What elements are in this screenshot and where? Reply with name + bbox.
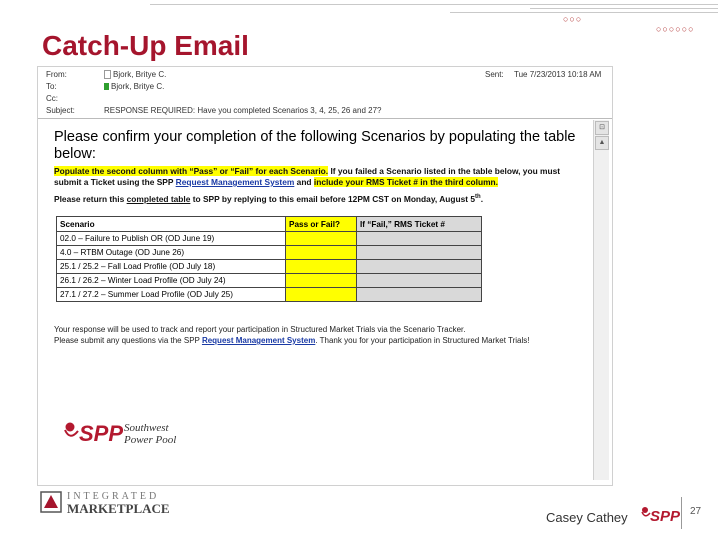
header-separator xyxy=(38,118,612,119)
email-return-instruction: Please return this completed table to SPP by replying to this email before 12PM CST on Monday, August 5th. xyxy=(54,194,484,204)
sent-label: Sent: xyxy=(485,70,504,79)
header-dots-secondary: ○○○○○○ xyxy=(656,24,695,34)
subject-value: RESPONSE REQUIRED: Have you completed Scenarios 3, 4, 25, 26 and 27? xyxy=(104,106,382,115)
to-value[interactable]: Bjork, Britye C. xyxy=(104,82,164,91)
from-label: From: xyxy=(46,70,67,79)
sent-value: Tue 7/23/2013 10:18 AM xyxy=(514,70,602,79)
spp-footer-swoosh-icon xyxy=(642,507,650,516)
header-dots: ○○○ xyxy=(563,14,583,24)
pass-fail-cell[interactable] xyxy=(286,260,357,274)
instruction-highlight-1: Populate the second column with “Pass” or “Fail” for each Scenario. xyxy=(54,166,329,176)
header-rms-ticket: If “Fail,” RMS Ticket # xyxy=(357,217,482,232)
page-number: 27 xyxy=(690,506,702,517)
spp-swoosh-icon xyxy=(65,423,78,436)
ticket-cell[interactable] xyxy=(357,232,482,246)
spp-logo-mark: SPP xyxy=(79,421,124,446)
email-screenshot xyxy=(37,66,613,486)
ticket-cell[interactable] xyxy=(357,288,482,302)
email-body xyxy=(54,129,584,346)
ticket-cell[interactable] xyxy=(357,274,482,288)
pass-fail-cell[interactable] xyxy=(286,232,357,246)
header-scenario: Scenario xyxy=(57,217,286,232)
from-value[interactable]: Bjork, Britye C. xyxy=(104,70,166,79)
slide-title: Catch-Up Email xyxy=(42,30,249,61)
closing-line-1: Your response will be used to track and report your participation in Structured Market Trials via the Scenario Tracker. xyxy=(54,325,466,334)
email-intro: Please confirm your completion of the following Scenarios by populating the table below: xyxy=(54,129,576,162)
email-instructions: Populate the second column with “Pass” or “Fail” for each Scenario. If you failed a Scenario listed in the table below, you must submit a Ticket using the SPP Request Management System and include your RMS Ticket # in the third column. xyxy=(54,166,561,187)
pass-fail-cell[interactable] xyxy=(286,246,357,260)
header-decoration-lines xyxy=(150,2,720,14)
cc-label: Cc: xyxy=(46,94,58,103)
pass-fail-cell[interactable] xyxy=(286,288,357,302)
ticket-cell[interactable] xyxy=(357,260,482,274)
table-header-row xyxy=(57,217,482,232)
scenario-cell: 4.0 – RTBM Outage (OD June 26) xyxy=(57,246,286,260)
scroll-up-icon[interactable]: ▲ xyxy=(595,136,609,150)
rms-link[interactable]: Request Management System xyxy=(175,177,295,187)
rms-link-closing[interactable]: Request Management System xyxy=(201,336,316,345)
brand-line-2: MARKETPLACE xyxy=(67,501,170,516)
marketplace-mark-icon xyxy=(40,491,62,513)
closing-line-2: Please submit any questions via the SPP Request Management System. Thank you for your participation in Structured Market Trials! xyxy=(54,336,530,345)
brand-line-1: INTEGRATED xyxy=(67,491,160,502)
presence-icon xyxy=(104,83,109,90)
footer-divider xyxy=(681,497,682,529)
spp-logo-line1: Southwest xyxy=(124,422,169,434)
table-row xyxy=(57,246,482,260)
vertical-scrollbar[interactable] xyxy=(593,120,609,480)
spp-logo-line2: Power Pool xyxy=(124,434,177,446)
pass-fail-cell[interactable] xyxy=(286,274,357,288)
contact-icon xyxy=(104,70,111,79)
ticket-cell[interactable] xyxy=(357,246,482,260)
email-closing xyxy=(54,324,584,346)
subject-label: Subject: xyxy=(46,106,75,115)
table-row xyxy=(57,274,482,288)
table-row xyxy=(57,232,482,246)
presenter-name: Casey Cathey xyxy=(546,510,628,525)
scenario-table xyxy=(56,216,482,302)
scenario-cell: 25.1 / 25.2 – Fall Load Profile (OD July 18) xyxy=(57,260,286,274)
spp-email-logo xyxy=(62,417,202,457)
spp-footer-logo xyxy=(640,503,682,527)
table-row xyxy=(57,288,482,302)
table-row xyxy=(57,260,482,274)
instruction-highlight-2: include your RMS Ticket # in the third column. xyxy=(313,177,498,187)
scroll-reading-pane-icon[interactable]: ⊡ xyxy=(595,121,609,135)
header-pass-fail: Pass or Fail? xyxy=(286,217,357,232)
scenario-cell: 02.0 – Failure to Publish OR (OD June 19) xyxy=(57,232,286,246)
scenario-cell: 26.1 / 26.2 – Winter Load Profile (OD July 24) xyxy=(57,274,286,288)
spp-footer-text: SPP xyxy=(650,508,681,525)
scenario-cell: 27.1 / 27.2 – Summer Load Profile (OD July 25) xyxy=(57,288,286,302)
to-label: To: xyxy=(46,82,57,91)
